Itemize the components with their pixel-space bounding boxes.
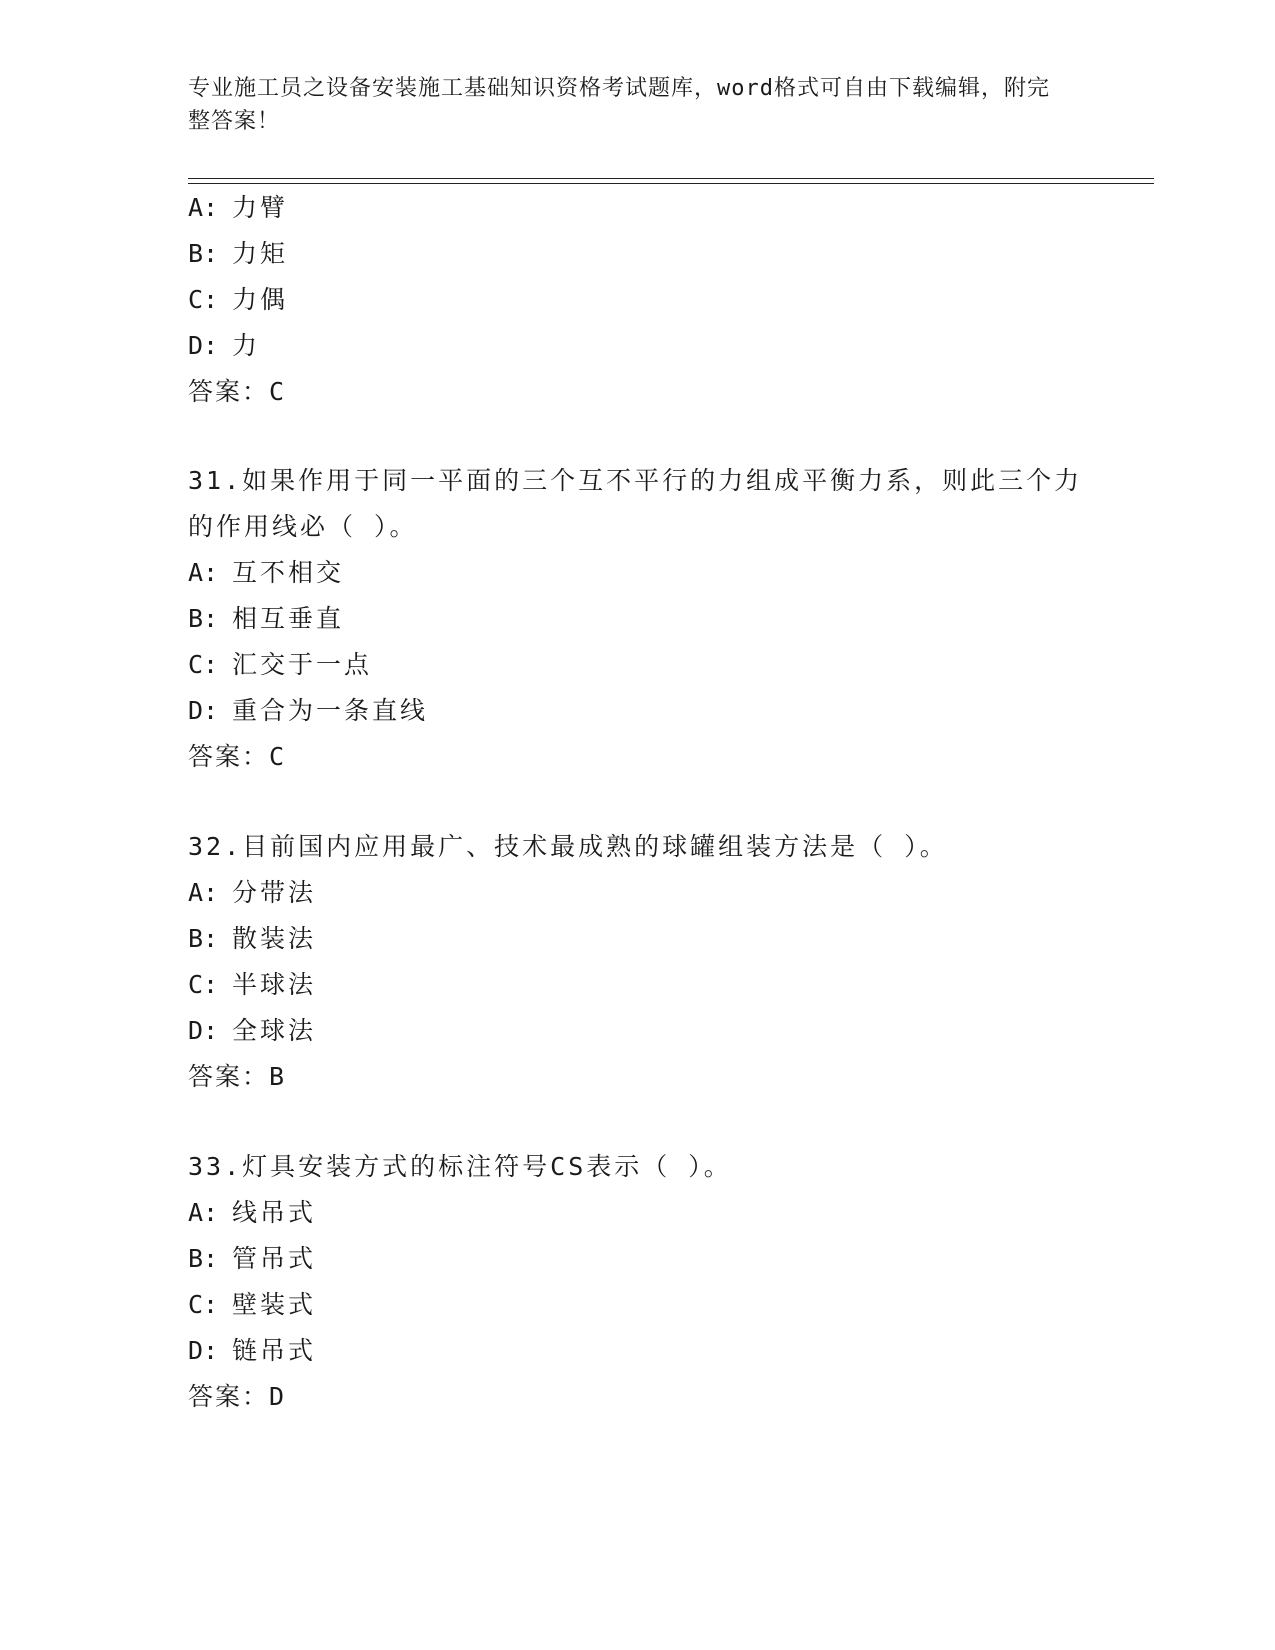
option-d: D: 全球法 — [188, 1016, 317, 1045]
option-b: B: 相互垂直 — [188, 604, 345, 633]
answer-line: 答案：B — [188, 1062, 286, 1091]
option-d: D: 力 — [188, 331, 261, 360]
question-text: 33.灯具安装方式的标注符号CS表示（ ）。 — [188, 1152, 732, 1181]
option-c: C: 壁装式 — [188, 1290, 317, 1319]
question-32 — [188, 824, 1088, 1100]
header-rule-top — [188, 178, 1154, 179]
option-a: A: 互不相交 — [188, 558, 345, 587]
option-a: A: 力臂 — [188, 193, 289, 222]
option-a: A: 分带法 — [188, 878, 317, 907]
option-c: C: 汇交于一点 — [188, 650, 373, 679]
option-d: D: 链吊式 — [188, 1336, 317, 1365]
carry-over-block — [188, 185, 1088, 415]
answer-line: 答案：D — [188, 1382, 286, 1411]
option-c: C: 力偶 — [188, 285, 289, 314]
answer-line: 答案：C — [188, 742, 286, 771]
question-text: 32.目前国内应用最广、技术最成熟的球罐组装方法是（ ）。 — [188, 832, 948, 861]
option-d: D: 重合为一条直线 — [188, 696, 429, 725]
option-b: B: 散装法 — [188, 924, 317, 953]
option-b: B: 管吊式 — [188, 1244, 317, 1273]
option-a: A: 线吊式 — [188, 1198, 317, 1227]
question-33 — [188, 1144, 1088, 1420]
question-31 — [188, 458, 1088, 780]
header-rule-bottom — [188, 183, 1154, 184]
answer-line: 答案：C — [188, 377, 286, 406]
question-text: 31.如果作用于同一平面的三个互不平行的力组成平衡力系，则此三个力的作用线必（ ）。 — [188, 466, 1083, 541]
option-c: C: 半球法 — [188, 970, 317, 999]
document-header: 专业施工员之设备安装施工基础知识资格考试题库，word格式可自由下载编辑，附完整答案！ — [188, 76, 1050, 134]
option-b: B: 力矩 — [188, 239, 289, 268]
